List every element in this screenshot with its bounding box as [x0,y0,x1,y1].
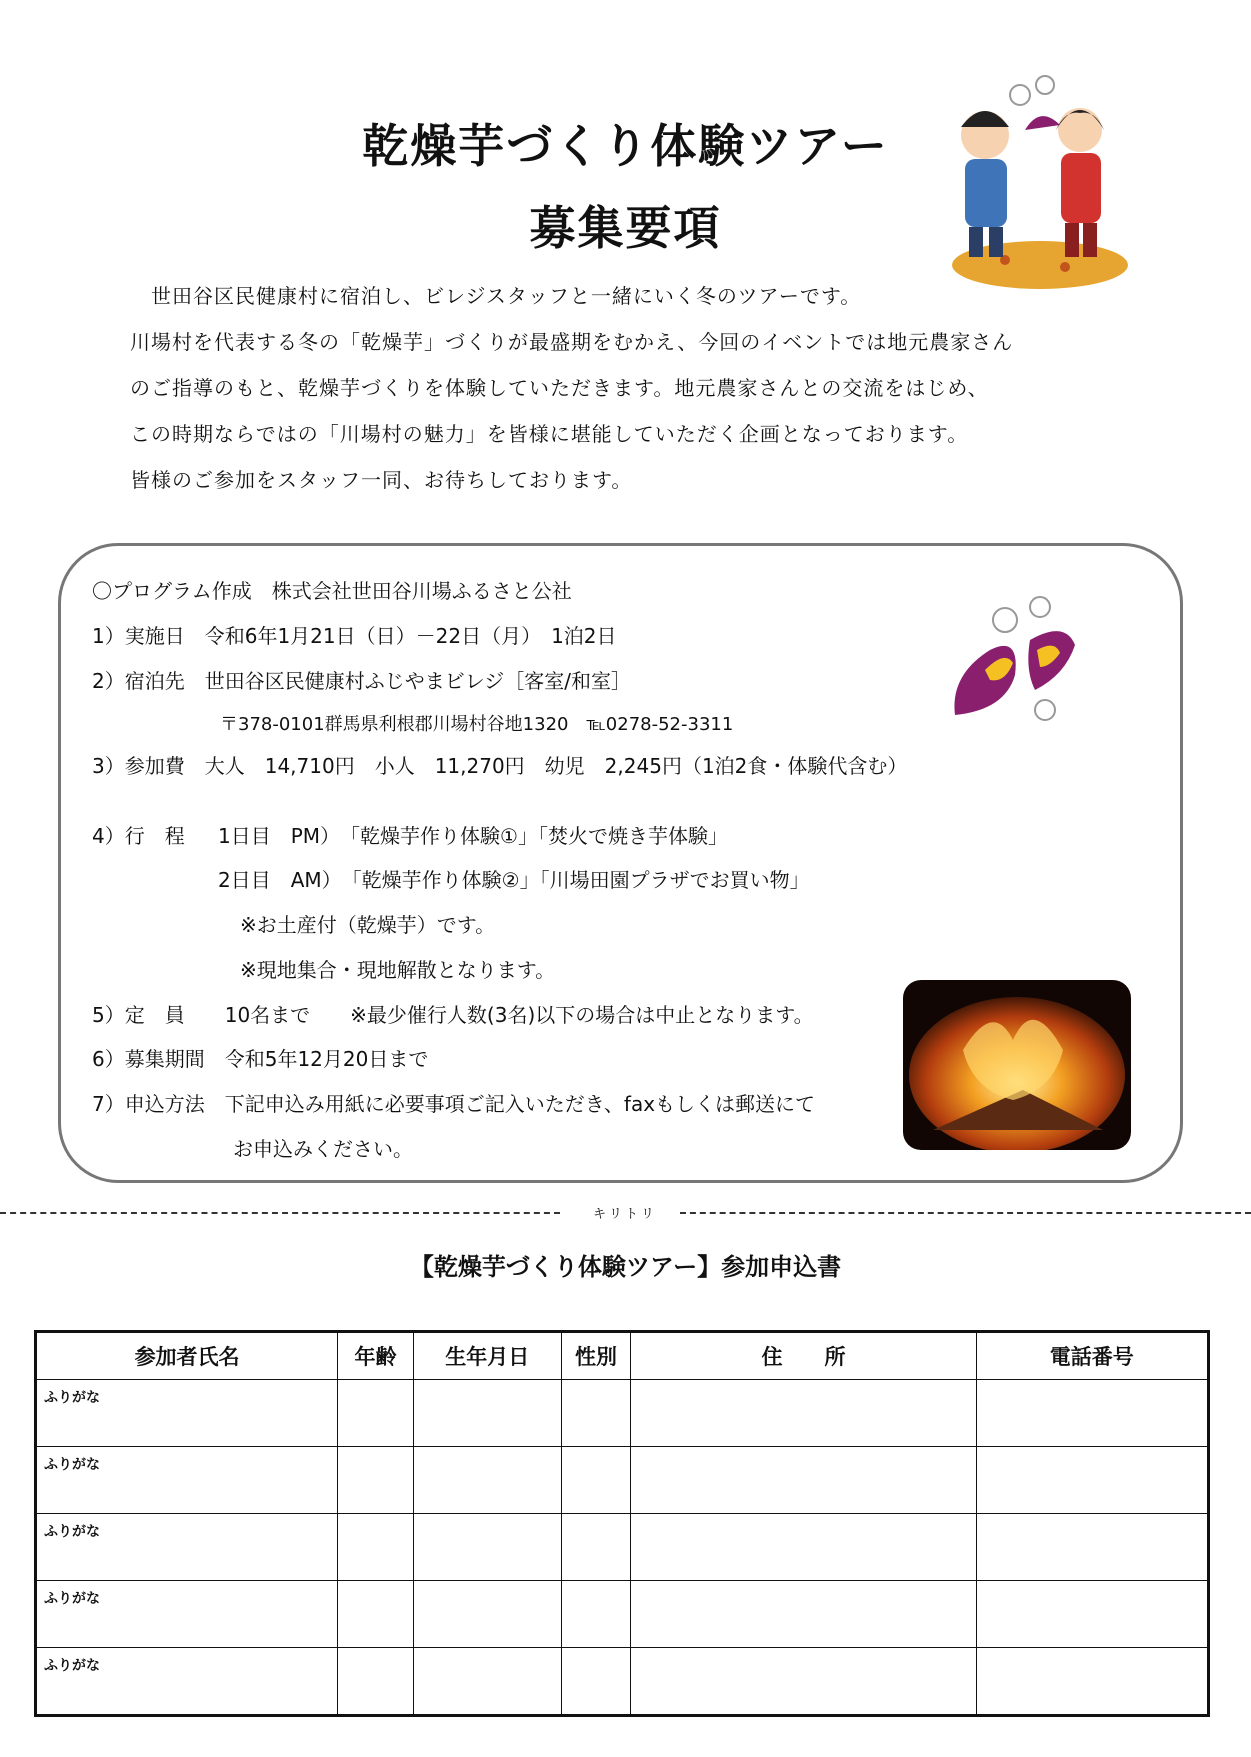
intro-line: 皆様のご参加をスタッフ一同、お待ちしております。 [130,468,633,492]
age-cell[interactable] [338,1648,414,1716]
age-cell[interactable] [338,1514,414,1581]
gender-cell[interactable] [561,1648,631,1716]
table-row[interactable] [36,1380,1209,1447]
header-gender: 性別 [561,1332,631,1380]
gender-cell[interactable] [561,1447,631,1514]
name-cell[interactable] [36,1514,338,1581]
program-capacity: 5）定 員 10名まで ※最少催行人数(3名)以下の場合は中止となります。 [92,1003,814,1027]
table-row[interactable] [36,1581,1209,1648]
header-birthdate: 生年月日 [413,1332,561,1380]
program-note2: ※現地集合・現地解散となります。 [240,958,556,982]
phone-cell[interactable] [976,1380,1208,1447]
furigana-label: ふりがな [44,1658,100,1674]
name-cell[interactable] [36,1380,338,1447]
table-row[interactable] [36,1447,1209,1514]
program-producer: 〇プログラム作成 株式会社世田谷川場ふるさと公社 [92,579,572,603]
intro-line: 世田谷区民健康村に宿泊し、ビレジスタッフと一緒にいく冬のツアーです。 [130,284,862,308]
program-method-2: お申込みください。 [233,1137,413,1161]
birthdate-cell[interactable] [413,1581,561,1648]
program-fee: 3）参加費 大人 14,710円 小人 11,270円 幼児 2,245円（1泊2食・体験代含む） [92,754,908,778]
page-subtitle: 募集要項 [529,201,722,255]
program-address: 〒378-0101群馬県利根郡川場村谷地1320 ℡0278-52-3311 [220,714,734,735]
address-cell[interactable] [631,1581,976,1648]
name-cell[interactable] [36,1447,338,1514]
intro-line: のご指導のもと、乾燥芋づくりを体験していただきます。地元農家さんとの交流をはじめ、 [130,376,989,400]
program-date: 1）実施日 令和6年1月21日（日）－22日（月） 1泊2日 [92,624,617,648]
birthdate-cell[interactable] [413,1380,561,1447]
furigana-label: ふりがな [44,1591,100,1607]
table-header-row [36,1332,1209,1380]
address-cell[interactable] [631,1380,976,1447]
phone-cell[interactable] [976,1581,1208,1648]
program-day1: 1日目 PM） 「乾燥芋作り体験①」「焚火で焼き芋体験」 [218,824,728,848]
furigana-label: ふりがな [44,1457,100,1473]
gender-cell[interactable] [561,1581,631,1648]
gender-cell[interactable] [561,1514,631,1581]
intro-line: この時期ならではの「川場村の魅力」を皆様に堪能していただく企画となっております。 [130,422,969,446]
birthdate-cell[interactable] [413,1447,561,1514]
cut-line-left [0,1212,560,1214]
furigana-label: ふりがな [44,1524,100,1540]
name-cell[interactable] [36,1648,338,1716]
cut-label: キリトリ [592,1207,657,1222]
phone-cell[interactable] [976,1514,1208,1581]
program-itinerary-label: 4）行 程 [92,824,185,848]
header-age: 年齢 [338,1332,414,1380]
age-cell[interactable] [338,1581,414,1648]
people-roasting-illustration [945,75,1130,290]
sweet-potato-icon [945,595,1095,730]
table-row[interactable] [36,1648,1209,1716]
phone-cell[interactable] [976,1447,1208,1514]
bonfire-photo [903,980,1131,1150]
intro-line: 川場村を代表する冬の「乾燥芋」づくりが最盛期をむかえ、今回のイベントでは地元農家さん [130,330,1014,354]
age-cell[interactable] [338,1380,414,1447]
address-cell[interactable] [631,1447,976,1514]
intro-paragraph [130,273,1090,503]
header-name: 参加者氏名 [36,1332,338,1380]
birthdate-cell[interactable] [413,1514,561,1581]
application-form-title: 【乾燥芋づくり体験ツアー】参加申込書 [409,1253,842,1281]
phone-cell[interactable] [976,1648,1208,1716]
program-lodging: 2）宿泊先 世田谷区民健康村ふじやまビレジ［客室/和室］ [92,669,631,693]
address-cell[interactable] [631,1648,976,1716]
birthdate-cell[interactable] [413,1648,561,1716]
program-method: 7）申込方法 下記申込み用紙に必要事項ご記入いただき、faxもしくは郵送にて [92,1092,816,1116]
cut-line-right [680,1212,1251,1214]
address-cell[interactable] [631,1514,976,1581]
application-table [34,1330,1210,1717]
program-note1: ※お土産付（乾燥芋）です。 [240,913,496,937]
furigana-label: ふりがな [44,1390,100,1406]
table-row[interactable] [36,1514,1209,1581]
header-phone: 電話番号 [976,1332,1208,1380]
name-cell[interactable] [36,1581,338,1648]
header-address: 住 所 [631,1332,976,1380]
program-period: 6）募集期間 令和5年12月20日まで [92,1047,429,1071]
age-cell[interactable] [338,1447,414,1514]
program-day2: 2日目 AM） 「乾燥芋作り体験②」「川場田園プラザでお買い物」 [218,868,810,892]
page-title: 乾燥芋づくり体験ツアー [362,119,889,173]
gender-cell[interactable] [561,1380,631,1447]
